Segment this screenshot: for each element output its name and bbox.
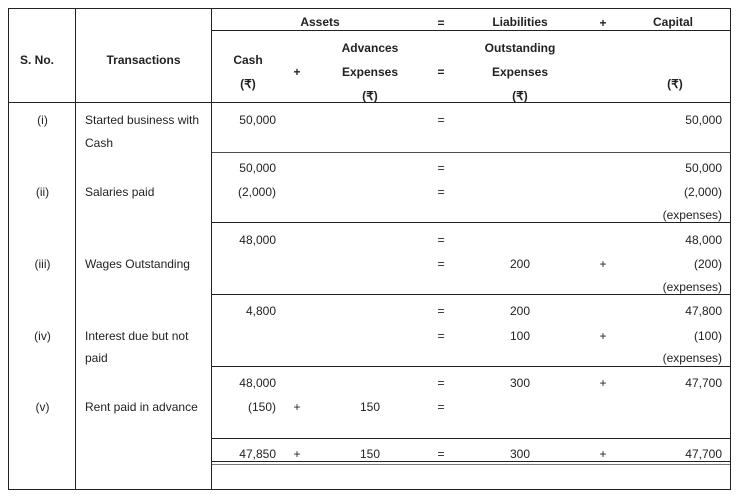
row-transaction: Interest due but not — [85, 329, 189, 343]
row-transaction: Wages Outstanding — [85, 257, 190, 271]
cell-capital: (2,000) — [683, 185, 722, 199]
cell-eq: = — [437, 257, 445, 271]
cell-capital: (expenses) — [662, 351, 722, 365]
row-transaction: paid — [85, 351, 108, 365]
cell-eq: = — [437, 304, 445, 318]
cell-eq: = — [437, 161, 445, 175]
header-capital: Capital — [652, 15, 693, 29]
cell-cash: 48,000 — [239, 376, 276, 390]
cell-eq: = — [437, 376, 445, 390]
header-outstanding: Outstanding — [484, 41, 556, 55]
row-transaction: Salaries paid — [85, 185, 155, 199]
cell-eq: = — [437, 185, 445, 199]
cell-plus2: + — [599, 329, 607, 343]
cell-capital: (expenses) — [662, 208, 722, 222]
cell-adv: 150 — [359, 400, 381, 414]
total-adv: 150 — [359, 447, 381, 461]
cell-cash: 48,000 — [239, 233, 276, 247]
cell-capital: (expenses) — [662, 280, 722, 294]
header-cash-unit: (₹) — [240, 77, 256, 91]
cell-cash: (2,000) — [237, 185, 276, 199]
row-sno: (i) — [37, 113, 48, 127]
header-advances: Advances — [341, 41, 399, 55]
header-equals: = — [437, 16, 445, 30]
header-advances-unit: (₹) — [362, 89, 378, 103]
row-transaction: Started business with — [85, 113, 200, 127]
header-advances-expenses: Expenses — [341, 65, 399, 79]
row-transaction: Rent paid in advance — [85, 400, 198, 414]
total-liab: 300 — [509, 447, 531, 461]
total-plus2: + — [599, 447, 607, 461]
total-plus1: + — [293, 447, 301, 461]
total-cash: 47,850 — [239, 447, 276, 461]
cell-cash: 50,000 — [239, 113, 276, 127]
cell-eq: = — [437, 400, 445, 414]
total-eq: = — [437, 447, 445, 461]
cell-plus1: + — [293, 400, 301, 414]
row-sno: (iii) — [34, 257, 51, 271]
cell-capital: 47,700 — [685, 376, 722, 390]
cell-capital: 47,800 — [685, 304, 722, 318]
cell-cash: 50,000 — [239, 161, 276, 175]
header-plus-sub: + — [293, 65, 301, 79]
cell-eq: = — [437, 329, 445, 343]
header-outstanding-expenses: Expenses — [491, 65, 549, 79]
cell-liab: 200 — [509, 304, 531, 318]
cell-cash: 4,800 — [245, 304, 276, 318]
header-outstanding-unit: (₹) — [512, 89, 528, 103]
row-transaction: Cash — [85, 136, 114, 150]
cell-liab: 200 — [509, 257, 531, 271]
header-liabilities: Liabilities — [492, 15, 548, 29]
total-capital: 47,700 — [685, 447, 722, 461]
header-equals-sub: = — [437, 65, 445, 79]
header-cash: Cash — [233, 53, 263, 67]
cell-capital: (200) — [693, 257, 722, 271]
cell-capital: (100) — [693, 329, 722, 343]
row-sno: (ii) — [35, 185, 50, 199]
header-capital-unit: (₹) — [667, 77, 683, 91]
header-sno: S. No. — [20, 53, 55, 67]
cell-plus2: + — [599, 257, 607, 271]
cell-liab: 300 — [509, 376, 531, 390]
row-sno: (iv) — [34, 329, 51, 343]
cell-eq: = — [437, 113, 445, 127]
cell-plus2: + — [599, 376, 607, 390]
cell-eq: = — [437, 233, 445, 247]
cell-cash: (150) — [247, 400, 276, 414]
cell-capital: 50,000 — [685, 113, 722, 127]
row-sno: (v) — [35, 400, 50, 414]
header-transactions: Transactions — [106, 53, 181, 67]
cell-capital: 50,000 — [685, 161, 722, 175]
cell-liab: 100 — [509, 329, 531, 343]
header-plus: + — [599, 16, 607, 30]
cell-capital: 48,000 — [685, 233, 722, 247]
header-assets: Assets — [300, 15, 340, 29]
